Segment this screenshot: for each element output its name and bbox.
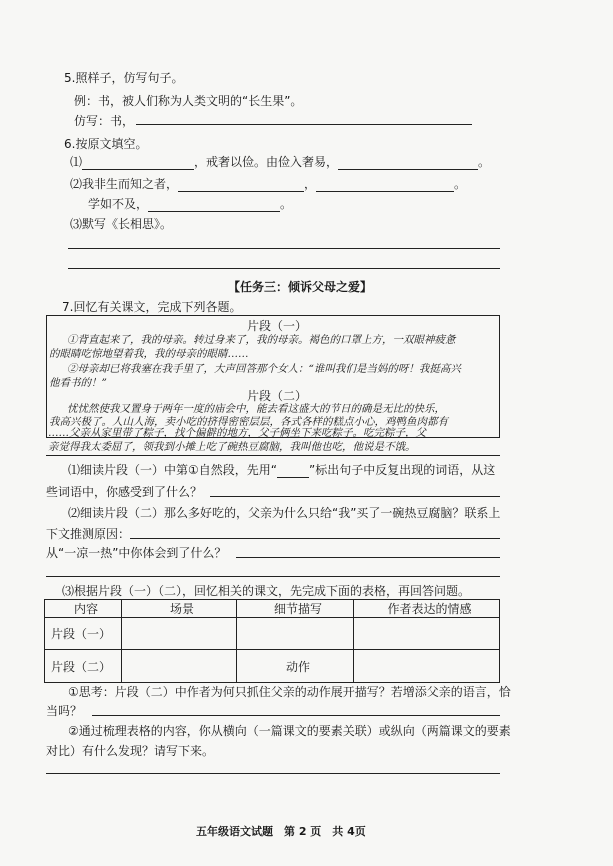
task3-heading: 【任务三：倾诉父母之爱】: [228, 280, 373, 294]
passage1-line4: 他看书的！”: [49, 377, 107, 389]
table-row2-detail-cell: 动作: [237, 650, 354, 683]
q6-item1: [70, 153, 490, 170]
sub1-answer-line[interactable]: [210, 496, 500, 497]
table-header-emotion: 作者表达的情感: [354, 600, 500, 618]
sub1-text-a: ⑴细读片段（一）中第①自然段，先用“: [68, 463, 277, 477]
q6-blank-3[interactable]: [178, 175, 304, 192]
q6-item3-line-1[interactable]: [68, 248, 500, 249]
page-footer: 五年级语文试题 第 2 页 共 4页: [196, 825, 366, 838]
q6-item3: ⑶默写《长相思》。: [70, 217, 173, 231]
q6-blank-4[interactable]: [316, 175, 454, 192]
sub1-line1: [68, 461, 495, 478]
passage1-line2: 的眼睛吃惊地望着我，我的母亲的眼睛……: [49, 348, 249, 360]
passage2-line2: 我高兴极了。人山人海，卖小吃的挤得密密层层，各式各样的糕点小心，鸡鸭鱼肉都有: [49, 416, 448, 428]
q7-title: 7.回忆有关课文，完成下列各题。: [62, 300, 242, 314]
table-row1-emotion-cell[interactable]: [354, 618, 500, 650]
q6-title: 6.按原文填空。: [64, 137, 148, 151]
passage1-line3: ②母亲却已将我塞在我手里了，大声回答那个女人：“谁叫我们是当妈的呀！我挺高兴: [67, 363, 461, 375]
passage1-title: 片段（一）: [247, 319, 308, 333]
q6-item3-line-2[interactable]: [68, 268, 500, 269]
sub1-line2: 些词语中，你感受到了什么？: [46, 485, 203, 499]
table-header-content: 内容: [45, 600, 122, 618]
sub2-answer-line-1[interactable]: [130, 538, 500, 539]
passage-box: [46, 315, 500, 438]
q5-example: 例：书，被人们称为人类文明的“长生果”。: [74, 94, 303, 108]
table-row2-label: 片段（二）: [45, 650, 122, 683]
summary-table: [44, 599, 500, 683]
passage2-line1: 忧忧然使我又置身于两年一度的庙会中，能去看这盛大的节日的确是无比的快乐，: [67, 403, 445, 415]
q6-item2-mid: ，: [304, 177, 317, 191]
q6-blank-5[interactable]: [148, 195, 280, 212]
table-row2-emotion-cell[interactable]: [354, 650, 500, 683]
sub2-answer-line-3[interactable]: [46, 576, 500, 577]
sub2-line1: ⑵细读片段（二）那么多好吃的，父亲为什么只给“我”买了一碗热豆腐脑？联系上: [68, 506, 501, 520]
sub1-text-b: ”标出句子中反复出现的词语，从这: [308, 463, 496, 477]
table-row1-scene-cell[interactable]: [122, 618, 237, 650]
q6-item2-line2-end: 。: [280, 197, 293, 211]
table-header-detail: 细节描写: [237, 600, 354, 618]
passage-box-bottom: [46, 455, 500, 456]
think1-line1: ①思考：片段（二）中作者为何只抓住父亲的动作展开描写？若增添父亲的语言，恰: [68, 685, 511, 699]
q6-item2-end: 。: [454, 177, 467, 191]
q6-item2: [70, 175, 466, 192]
sub2-answer-line-2[interactable]: [236, 557, 500, 558]
q5-imitate-label: 仿写：书，: [74, 114, 135, 128]
table-row1-label: 片段（一）: [45, 618, 122, 650]
passage2-title: 片段（二）: [247, 389, 308, 403]
table-row2-scene-cell[interactable]: [122, 650, 237, 683]
think1-line2: 当吗？: [46, 704, 83, 718]
think2-answer-line[interactable]: [46, 773, 500, 774]
q6-blank-2[interactable]: [338, 153, 478, 170]
think2-line2: 对比）有什么发现？请写下来。: [46, 744, 215, 758]
q5-title: 5.照样子，仿写句子。: [64, 71, 184, 85]
q6-item2-prefix: ⑵我非生而知之者，: [70, 177, 179, 191]
table-header-scene: 场景: [122, 600, 237, 618]
sub3-title: ⑶根据片段（一）（二），回忆相关的课文，先完成下面的表格，再回答问题。: [62, 584, 471, 598]
sub1-mark-blank[interactable]: [277, 461, 309, 478]
sub2-line3: 从“一凉一热”中你体会到了什么？: [46, 546, 227, 560]
q6-blank-1[interactable]: [82, 153, 194, 170]
table-row1-detail-cell[interactable]: [237, 618, 354, 650]
think2-line1: ②通过梳理表格的内容，你从横向（一篇课文的要素关联）或纵向（两篇课文的要素: [68, 724, 511, 738]
table-row: [45, 618, 500, 650]
table-row: [45, 650, 500, 683]
think1-answer-line[interactable]: [92, 715, 500, 716]
sub2-line2: 下文推测原因：: [46, 527, 131, 541]
q6-item2-line2-text: 学如不及，: [88, 197, 149, 211]
passage1-line1: ①背直起来了，我的母亲。转过身来了，我的母亲。褐色的口罩上方，一双眼神疲惫: [67, 334, 456, 346]
q6-item1-end: 。: [478, 155, 491, 169]
q6-item2-line2: [88, 195, 292, 212]
passage2-line3: ……父亲从家里带了粽子，找个偏僻的地方，父子俩坐下来吃粽子。吃完粽子，父: [48, 427, 426, 439]
passage2-line4: 亲觉得我太委屈了，领我到小摊上吃了碗热豆腐脑，我叫他也吃，他说是不饿。: [48, 441, 416, 453]
q6-item1-mid: ，戒奢以俭。由俭入奢易，: [194, 155, 339, 169]
q6-item1-prefix: ⑴: [70, 155, 83, 169]
table-header-row: [45, 600, 500, 618]
q5-answer-line[interactable]: [136, 124, 472, 125]
